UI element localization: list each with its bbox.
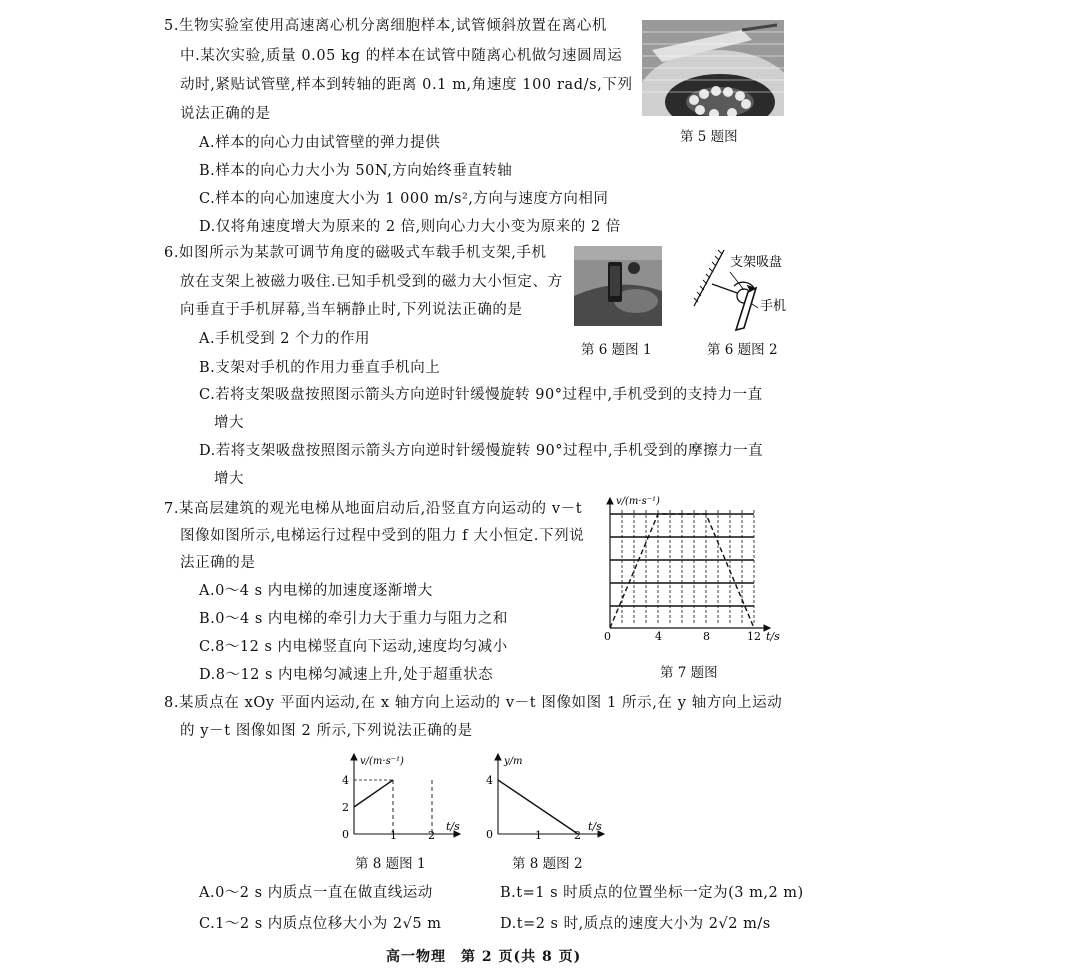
q6-line-2: 放在支架上被磁力吸住.已知手机受到的磁力大小恒定、方 bbox=[180, 274, 563, 290]
page-footer: 高一物理 第 2 页(共 8 页) bbox=[386, 949, 582, 965]
q7-option-a: A.0～4 s 内电梯的加速度逐渐增大 bbox=[199, 583, 433, 599]
q7-x-tick-4: 4 bbox=[655, 630, 662, 643]
q8-fig1-x-label: t/s bbox=[446, 820, 460, 833]
q6-option-d-cont: 增大 bbox=[214, 471, 244, 487]
q7-line-3: 法正确的是 bbox=[180, 555, 256, 571]
q5-caption: 第 5 题图 bbox=[680, 129, 738, 145]
q8-fig2-y-label: y/m bbox=[504, 756, 523, 767]
q8-fig1-vt-graph bbox=[336, 748, 466, 840]
q7-option-d: D.8～12 s 内电梯匀减速上升,处于超重状态 bbox=[199, 667, 494, 683]
q8-fig2-y-tick-4: 4 bbox=[486, 774, 493, 787]
q5-option-d: D.仅将角速度增大为原来的 2 倍,则向心力大小变为原来的 2 倍 bbox=[199, 219, 621, 235]
q8-fig1-y-label: v/(m·s⁻¹) bbox=[360, 756, 404, 767]
q7-x-label: t/s bbox=[766, 630, 780, 643]
q8-fig2-x-tick-2: 2 bbox=[574, 829, 581, 840]
q5-option-b: B.样本的向心力大小为 50N,方向始终垂直转轴 bbox=[199, 163, 513, 179]
q5-line-3: 动时,紧贴试管壁,样本到转轴的距离 0.1 m,角速度 100 rad/s,下列 bbox=[180, 77, 633, 93]
q6-option-b: B.支架对手机的作用力垂直手机向上 bbox=[199, 360, 441, 376]
q8-fig1-x-tick-1: 1 bbox=[390, 829, 397, 840]
q8-line-2: 的 y－t 图像如图 2 所示,下列说法正确的是 bbox=[180, 723, 473, 739]
q8-option-c: C.1～2 s 内质点位移大小为 2√5 m bbox=[199, 916, 442, 932]
q8-caption-1: 第 8 题图 1 bbox=[355, 856, 426, 872]
q5-line-2: 中.某次实验,质量 0.05 kg 的样本在试管中随离心机做匀速圆周运 bbox=[180, 48, 623, 64]
q6-line-3: 向垂直于手机屏幕,当车辆静止时,下列说法正确的是 bbox=[180, 302, 523, 318]
q7-y-label: v/(m·s⁻¹) bbox=[616, 496, 660, 507]
q7-x-tick-8: 8 bbox=[703, 630, 710, 643]
q7-x-tick-0: 0 bbox=[604, 630, 611, 643]
q6-line-1: 6.如图所示为某款可调节角度的磁吸式车载手机支架,手机 bbox=[164, 245, 547, 261]
q6-option-c-cont: 增大 bbox=[214, 415, 244, 431]
centrifuge-photo bbox=[642, 20, 784, 116]
q8-option-d: D.t=2 s 时,质点的速度大小为 2√2 m/s bbox=[500, 916, 771, 932]
phone-label: 手机 bbox=[760, 299, 787, 314]
q8-fig1-y-tick-0: 0 bbox=[342, 828, 349, 840]
q6-caption-2: 第 6 题图 2 bbox=[707, 342, 778, 358]
q8-caption-2: 第 8 题图 2 bbox=[512, 856, 583, 872]
q8-fig1-y-tick-2: 2 bbox=[342, 801, 349, 814]
q7-vt-graph bbox=[600, 492, 790, 644]
q8-fig2-y-tick-0: 0 bbox=[486, 828, 493, 840]
phone-mount-diagram bbox=[688, 248, 788, 334]
q6-option-d: D.若将支架吸盘按照图示箭头方向逆时针缓慢旋转 90°过程中,手机受到的摩擦力一直 bbox=[199, 443, 764, 459]
q8-option-b: B.t=1 s 时质点的位置坐标一定为(3 m,2 m) bbox=[500, 885, 804, 901]
q7-caption: 第 7 题图 bbox=[660, 665, 718, 681]
q7-line-2: 图像如图所示,电梯运行过程中受到的阻力 f 大小恒定.下列说 bbox=[180, 528, 585, 544]
q6-caption-1: 第 6 题图 1 bbox=[581, 342, 652, 358]
q8-fig2-x-tick-1: 1 bbox=[535, 829, 542, 840]
q7-x-tick-12: 12 bbox=[747, 630, 761, 643]
q6-option-c: C.若将支架吸盘按照图示箭头方向逆时针缓慢旋转 90°过程中,手机受到的支持力一直 bbox=[199, 387, 763, 403]
q8-fig1-x-tick-2: 2 bbox=[428, 829, 435, 840]
holder-label: 支架吸盘 bbox=[730, 255, 783, 270]
q8-fig2-yt-graph bbox=[480, 748, 610, 840]
q7-line-1: 7.某高层建筑的观光电梯从地面启动后,沿竖直方向运动的 v－t bbox=[164, 501, 583, 517]
q8-line-1: 8.某质点在 xOy 平面内运动,在 x 轴方向上运动的 v－t 图像如图 1 所示,在 y 轴方向上运动 bbox=[164, 695, 783, 711]
q7-option-b: B.0～4 s 内电梯的牵引力大于重力与阻力之和 bbox=[199, 611, 508, 627]
q8-fig1-y-tick-4: 4 bbox=[342, 774, 349, 787]
q8-option-a: A.0～2 s 内质点一直在做直线运动 bbox=[199, 885, 433, 901]
q5-line-1: 5.生物实验室使用高速离心机分离细胞样本,试管倾斜放置在离心机 bbox=[164, 18, 608, 34]
q5-option-a: A.样本的向心力由试管壁的弹力提供 bbox=[199, 135, 441, 151]
q5-option-c: C.样本的向心加速度大小为 1 000 m/s²,方向与速度方向相同 bbox=[199, 191, 609, 207]
phone-mount-photo bbox=[574, 246, 662, 326]
q6-option-a: A.手机受到 2 个力的作用 bbox=[199, 331, 371, 347]
q5-line-4: 说法正确的是 bbox=[180, 106, 271, 122]
q7-option-c: C.8～12 s 内电梯竖直向下运动,速度均匀减小 bbox=[199, 639, 508, 655]
q8-fig2-x-label: t/s bbox=[588, 820, 602, 833]
